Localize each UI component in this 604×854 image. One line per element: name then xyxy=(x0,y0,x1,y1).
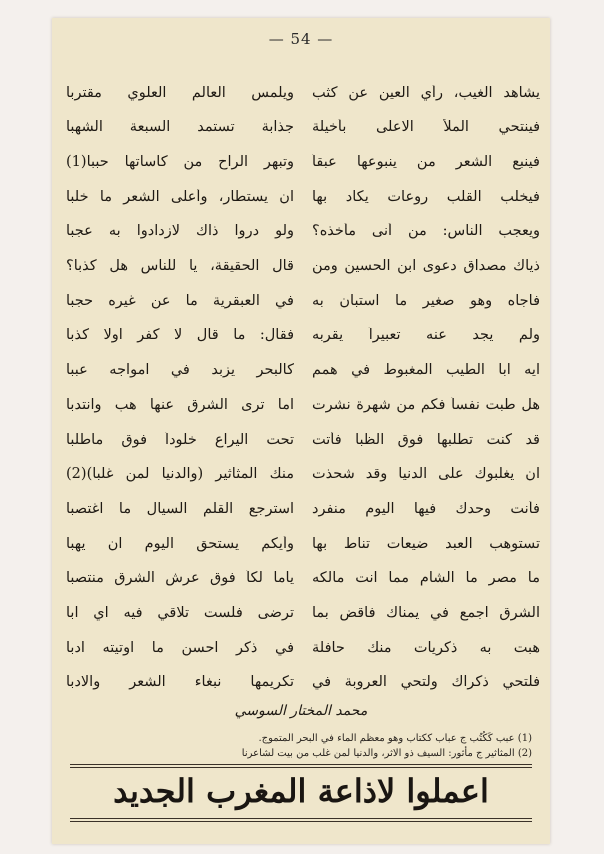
verse-line xyxy=(66,249,540,284)
first-hemistich: فأنت وحدك فيها اليوم منفرد xyxy=(312,500,540,517)
second-hemistich: ياما لكاً فوق عرش الشرق منتصبا xyxy=(66,570,294,587)
first-hemistich: ذياك مصداق دعوى ابن الحسين ومن xyxy=(312,258,540,275)
poet-signature: محمد المختار السوسي xyxy=(234,703,368,719)
verse-line xyxy=(66,145,540,180)
first-hemistich: تستوهب العبد ضيعات تناط بها xyxy=(312,535,540,552)
divider-line xyxy=(70,764,532,765)
divider-line xyxy=(70,818,532,819)
first-hemistich: هبت به ذكريات منك حافلة xyxy=(312,639,540,656)
page-number: — 54 — xyxy=(268,30,334,48)
first-hemistich: فينتحي الملأ الاعلى بأخيلة xyxy=(312,119,540,136)
first-hemistich: ايه ابا الطيب المغبوط في همم xyxy=(312,362,540,379)
verse-line xyxy=(66,492,540,527)
second-hemistich: تحت اليراع خلوداً فوق ماطلبا xyxy=(66,431,294,448)
second-hemistich: في ذكر احسن ما اوتيته ادبا xyxy=(66,639,294,656)
verse-line xyxy=(66,388,540,423)
first-hemistich: فينبع الشعر من ينبوعها عبقاً xyxy=(312,154,540,171)
verse-line xyxy=(66,527,540,562)
second-hemistich: اما ترى الشرق عنها هب وانتدبا xyxy=(66,396,294,413)
footnotes xyxy=(70,731,532,761)
verse-line xyxy=(66,215,540,250)
verse-line xyxy=(66,319,540,354)
verse-line xyxy=(66,76,540,111)
second-hemistich: ويلمس العالم العلوي مقتربا xyxy=(66,84,294,101)
footnote: (1) عبب كَكُتُب ج عباب ككتاب وهو معظم الماء في البحر المتموج. xyxy=(258,733,532,744)
first-hemistich: يشاهد الغيب، رأي العين عن كثب xyxy=(312,84,540,101)
second-hemistich: ترضى فلست تلاقي فيه اي ابا xyxy=(66,604,294,621)
first-hemistich: ويعجب الناس: من أنى مأخذه؟ xyxy=(312,223,540,240)
second-hemistich: في العبقرية ما عن غيره حجبا xyxy=(66,292,294,309)
first-hemistich: هل طبت نفساً فكم من شهرة نشرت xyxy=(312,396,540,413)
second-hemistich: ان يستطار، وأعلى الشعر ما خلبا xyxy=(66,188,294,205)
second-hemistich: قال الحقيقة، يا للناس هل كذبا؟ xyxy=(66,258,294,275)
magazine-page xyxy=(52,18,550,844)
banner-slogan: اعملوا لاذاعة المغرب الجديد xyxy=(113,772,489,810)
verse-line xyxy=(66,284,540,319)
verse-line xyxy=(66,180,540,215)
verse-line xyxy=(66,458,540,493)
verse-line xyxy=(66,596,540,631)
verse-line xyxy=(66,631,540,666)
divider-line xyxy=(70,821,532,822)
second-hemistich: وتبهر الراح من كاساتها حببا(1) xyxy=(66,154,294,171)
verse-line xyxy=(66,423,540,458)
first-hemistich: ولم يجد عنه تعبيراً يقربه xyxy=(312,327,540,344)
second-hemistich: وأيكم يستحق اليوم ان يهبا xyxy=(66,535,294,552)
first-hemistich: فلتحي ذكراك ولتحي العروبة في xyxy=(312,674,540,691)
verse-line xyxy=(66,562,540,597)
poem xyxy=(66,76,540,700)
first-hemistich: فاجاه وهو صغير ما استبان به xyxy=(312,292,540,309)
second-hemistich: فقال: ما قال لا كفر اولا كذبا xyxy=(66,327,294,344)
second-hemistich: منك المثاثير (والدنيا لمن غلبا)(2) xyxy=(66,466,294,483)
verse-line xyxy=(66,666,540,701)
first-hemistich: ان يغلبوك على الدنيا وقد شحذت xyxy=(312,466,540,483)
first-hemistich: ما مصر ما الشام مما انت مالكه xyxy=(312,570,540,587)
verse-line xyxy=(66,111,540,146)
divider-line xyxy=(70,767,532,768)
second-hemistich: جذابة تستمد السبعة الشهبا xyxy=(66,119,294,136)
verse-line xyxy=(66,354,540,389)
second-hemistich: ولو دروا ذاك لازدادوا به عجبا xyxy=(66,223,294,240)
second-hemistich: تكريمها نبغاء الشعر والادبا xyxy=(66,674,294,691)
second-hemistich: كالبحر يزبد في امواجه عببا xyxy=(66,362,294,379)
first-hemistich: فيخلب القلب روعات يكاد بها xyxy=(312,188,540,205)
second-hemistich: استرجع القلم السيال ما اغتصبا xyxy=(66,500,294,517)
footnote: (2) المثاثير ج مأثور: السيف ذو الاثر، والدنيا لمن غلب من بيت لشاعرنا xyxy=(241,748,532,759)
first-hemistich: قد كنت تطلبها فوق الظبا فأتت xyxy=(312,431,540,448)
first-hemistich: الشرق اجمع في يمناك فاقض بما xyxy=(312,604,540,621)
